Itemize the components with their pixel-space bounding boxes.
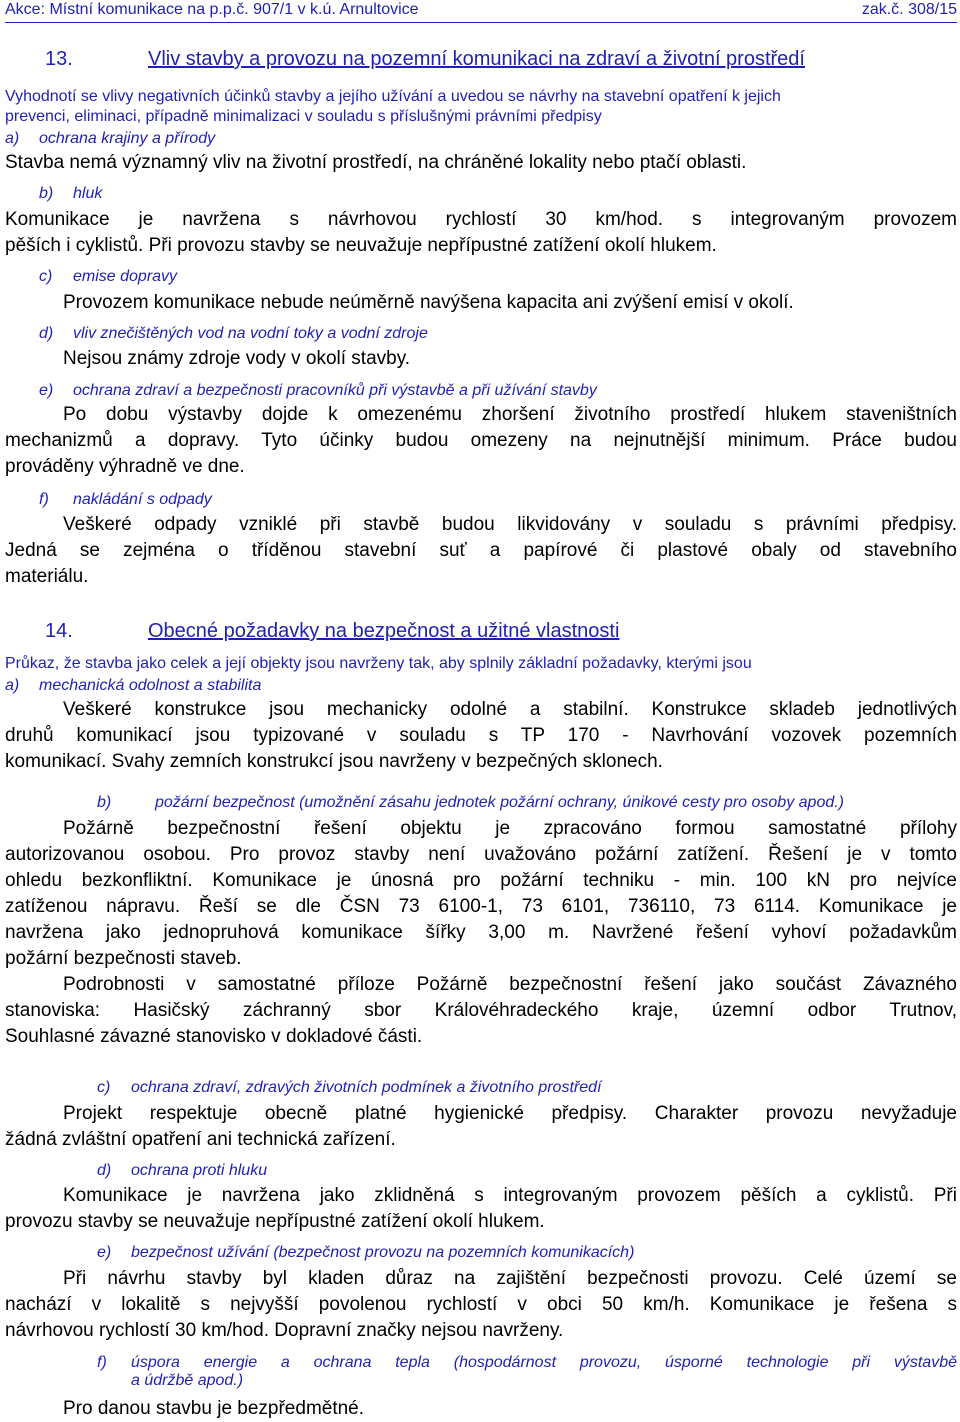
item-title: ochrana krajiny a přírody	[39, 130, 216, 147]
item-label: d)	[97, 1162, 112, 1179]
item-body-14e-line-1: Při návrhu stavby byl kladen důraz na zajištění bezpečnosti provozu. Celé území se	[63, 1268, 957, 1289]
item-heading-c	[39, 268, 177, 286]
section-number: 14.	[45, 620, 73, 642]
item-label: a)	[5, 130, 20, 147]
item-title: hluk	[73, 185, 103, 202]
item-body-14b-line-1: Požárně bezpečnostní řešení objektu je zpracováno formou samostatné přílohy	[63, 818, 957, 839]
item-title: mechanická odolnost a stabilita	[39, 677, 262, 694]
item-body-14b-para2-line-1: Podrobnosti v samostatné příloze Požárně bezpečnostní řešení jako součást Závazného	[63, 974, 957, 995]
item-heading-d	[39, 325, 428, 343]
item-heading-14f	[97, 1354, 957, 1390]
item-body-14d-line-1: Komunikace je navržena jako zklidněná s integrovaným provozem pěších a cyklistů. Při	[63, 1185, 957, 1206]
section-13-intro-line-1: Vyhodnotí se vlivy negativních účinků stavby a jejího užívání a uvedou se návrhy na stavební opatření k jejich	[5, 88, 781, 105]
item-title: vliv znečištěných vod na vodní toky a vodní zdroje	[73, 325, 428, 342]
item-heading-14c	[97, 1079, 601, 1097]
item-body-e-line-2: mechanizmů a dopravy. Tyto účinky budou omezeny na nejnutnější minimum. Práce budou	[5, 430, 957, 451]
item-body-14e-line-2: nachází v lokalitě s nejvyšší povolenou rychlostí v obci 50 km/h. Komunikace je řešena s	[5, 1294, 957, 1315]
item-title-line-2: a údržbě apod.)	[131, 1372, 244, 1389]
item-title: nakládání s odpady	[73, 491, 212, 508]
item-body-14b-line-5: navržena jako jednopruhová komunikace šířky 3,00 m. Navržené řešení vyhoví požadavkům	[5, 922, 957, 943]
item-body-14b-line-3: ohledu bezkonfliktní. Komunikace je únosná pro požární techniku - min. 100 kN pro nejvíce	[5, 870, 957, 891]
item-heading-14b	[97, 794, 844, 812]
item-title: emise dopravy	[73, 268, 178, 285]
section-number: 13.	[45, 48, 73, 70]
item-label: b)	[39, 185, 54, 202]
item-body-f-line-3: materiálu.	[5, 566, 89, 587]
item-heading-14a	[5, 677, 261, 695]
header-project-title: Akce: Místní komunikace na p.p.č. 907/1 v k.ú. Arnultovice	[5, 1, 419, 18]
item-title: úspora energie a ochrana tepla (hospodárnost provozu, úsporné technologie při výstavbě	[131, 1354, 957, 1371]
item-label: f)	[97, 1354, 107, 1371]
page-header	[5, 0, 957, 23]
item-body-14d-line-2: provozu stavby se neuvažuje nepřípustné zatížení okolí hlukem.	[5, 1211, 545, 1232]
item-body-14b-para2-line-3: Souhlasné závazné stanovisko v dokladové části.	[5, 1026, 423, 1047]
item-body-14c-line-1: Projekt respektuje obecně platné hygienické předpisy. Charakter provozu nevyžaduje	[63, 1103, 957, 1124]
section-13-heading	[5, 48, 957, 74]
item-body-14b-para2-line-2: stanoviska: Hasičský záchranný sbor Královéhradeckého kraje, územní odbor Trutnov,	[5, 1000, 957, 1021]
item-body-b-line-2: pěších i cyklistů. Při provozu stavby se neuvažuje nepřípustné zatížení okolí hlukem.	[5, 235, 717, 256]
section-13-intro-line-2: prevenci, eliminaci, případně minimalizaci v souladu s příslušnými právními předpisy	[5, 108, 602, 125]
item-title: ochrana proti hluku	[131, 1162, 268, 1179]
item-body-14f: Pro danou stavbu je bezpředmětné.	[63, 1398, 365, 1419]
item-heading-a	[5, 130, 215, 148]
item-body-f-line-2: Jedná se zejména o tříděnou stavební suť a papírové či plastové obaly od stavebního	[5, 540, 957, 561]
item-label: c)	[39, 268, 53, 285]
item-body-a: Stavba nemá významný vliv na životní prostředí, na chráněné lokality nebo ptačí oblasti.	[5, 152, 747, 173]
item-body-14c-line-2: žádná zvláštní opatření ani technická zařízení.	[5, 1129, 396, 1150]
item-body-c: Provozem komunikace nebude neúměrně navýšena kapacita ani zvýšení emisí v okolí.	[63, 292, 794, 313]
item-body-e-line-3: prováděny výhradně ve dne.	[5, 456, 245, 477]
item-body-14b-line-6: požární bezpečnosti staveb.	[5, 948, 242, 969]
item-heading-14d	[97, 1162, 267, 1180]
item-body-e-line-1: Po dobu výstavby dojde k omezenému zhoršení životního prostředí hlukem staveništních	[63, 404, 957, 425]
section-title: Vliv stavby a provozu na pozemní komunikaci na zdraví a životní prostředí	[148, 48, 805, 70]
item-heading-b	[39, 185, 102, 203]
item-label: c)	[97, 1079, 111, 1096]
item-title: požární bezpečnost (umožnění zásahu jednotek požární ochrany, únikové cesty pro osoby apod.)	[155, 794, 845, 811]
item-label: e)	[39, 382, 54, 399]
item-heading-e	[39, 382, 597, 400]
item-body-14a-line-2: druhů komunikací jsou typizované v souladu s TP 170 - Navrhování vozovek pozemních	[5, 725, 957, 746]
item-label: d)	[39, 325, 54, 342]
item-label: e)	[97, 1244, 112, 1261]
item-heading-14f-line-1	[97, 1354, 957, 1372]
header-contract-number: zak.č. 308/15	[861, 1, 957, 18]
item-body-14b-line-4: zatíženou nápravu. Řeší se dle ČSN 73 6100-1, 73 6101, 736110, 73 6114. Komunikace je	[5, 896, 957, 917]
item-body-14a-line-1: Veškeré konstrukce jsou mechanicky odolné a stabilní. Konstrukce skladeb jednotlivých	[63, 699, 957, 720]
item-body-14e-line-3: návrhovou rychlostí 30 km/hod. Dopravní značky nejsou navrženy.	[5, 1320, 564, 1341]
item-label: b)	[97, 794, 112, 811]
item-title: ochrana zdraví, zdravých životních podmínek a životního prostředí	[131, 1079, 602, 1096]
item-label: a)	[5, 677, 20, 694]
item-body-f-line-1: Veškeré odpady vzniklé při stavbě budou likvidovány v souladu s právními předpisy.	[63, 514, 957, 535]
item-body-b-line-1: Komunikace je navržena s návrhovou rychlostí 30 km/hod. s integrovaným provozem	[5, 209, 957, 230]
item-heading-f	[39, 491, 212, 509]
item-body-d: Nejsou známy zdroje vody v okolí stavby.	[63, 348, 411, 369]
section-14-heading	[5, 620, 957, 646]
item-title: ochrana zdraví a bezpečnosti pracovníků při výstavbě a při užívání stavby	[73, 382, 597, 399]
item-body-14a-line-3: komunikací. Svahy zemních konstrukcí jsou navrženy v bezpečných sklonech.	[5, 751, 663, 772]
item-body-14b-line-2: autorizovanou osobou. Pro provoz stavby není uvažováno požární zatížení. Řešení je v tomto	[5, 844, 957, 865]
item-label: f)	[39, 491, 49, 508]
section-title: Obecné požadavky na bezpečnost a užitné vlastnosti	[148, 620, 620, 642]
section-14-intro: Průkaz, že stavba jako celek a její objekty jsou navrženy tak, aby splnily základní požadavky, kterými jsou	[5, 655, 752, 672]
item-heading-14e	[97, 1244, 634, 1262]
item-title: bezpečnost užívání (bezpečnost provozu na pozemních komunikacích)	[131, 1244, 635, 1261]
